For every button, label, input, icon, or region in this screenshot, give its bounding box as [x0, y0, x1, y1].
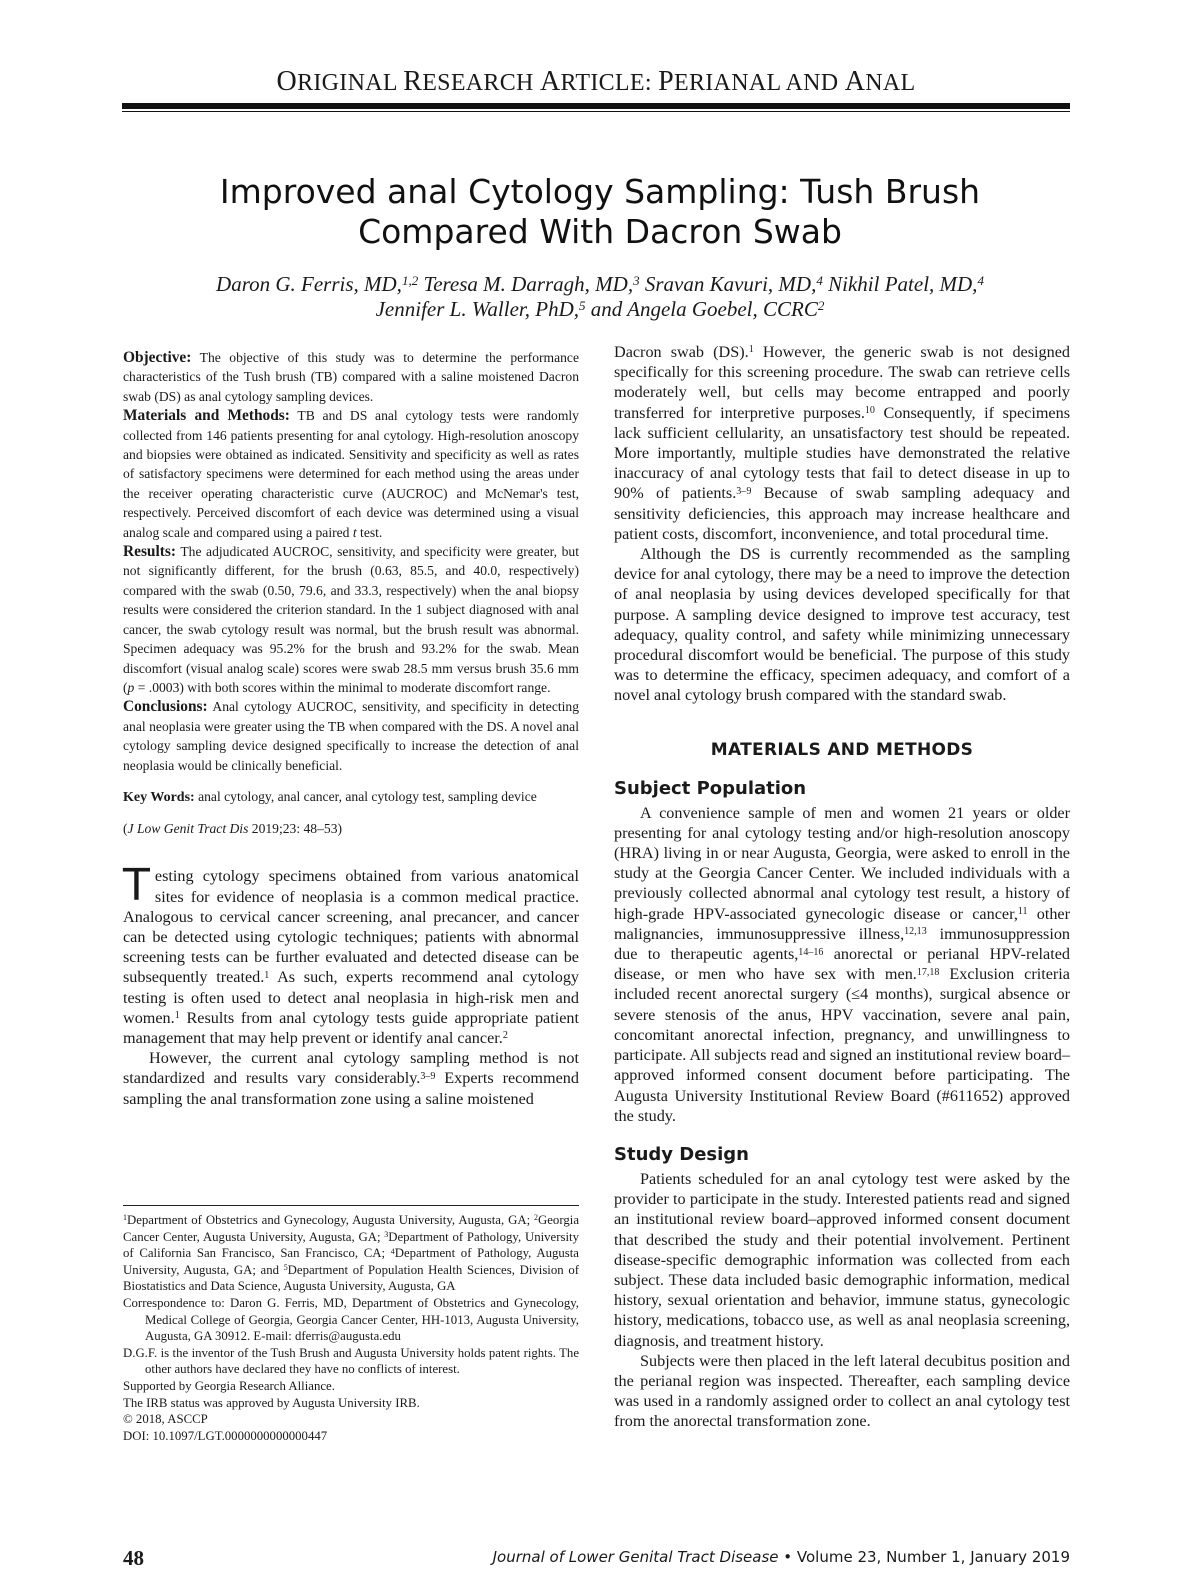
- study-design-paragraph-1: Patients scheduled for an anal cytology test were asked by the provider to participate in the study. Interested patients read and signed an institutional review board–approved informed consent document that described the study and their potential involvement. Pertinent disease-specific demographic information was collected from each subject. These data included basic demographic information, medical history, sexual orientation and behavior, immune status, gynecologic history, medications, tobacco use, as well as anal neoplasia screening, diagnosis, and treatment history.: [614, 1169, 1070, 1350]
- right-column: [614, 342, 1070, 1432]
- intro-paragraph-4: Although the DS is currently recommended as the sampling device for anal cytology, there may be a need to improve the detection of anal neoplasia by using devices developed specifically for that purpose. A sampling device designed to improve test accuracy, test adequacy, quality control, and safety while minimizing unnecessary procedural discomfort would be beneficial. The purpose of this study was to determine the efficacy, specimen adequacy, and comfort of a novel anal cytology brush compared with the standard swab.: [614, 545, 1070, 705]
- left-column: [123, 348, 579, 1109]
- study-design-paragraph-2: Subjects were then placed in the left lateral decubitus position and the perianal region was inspected. Thereafter, each sampling device was used in a randomly assigned order to collect an anal cytology test from the anorectal transformation zone.: [614, 1351, 1070, 1431]
- abstract-methods: Materials and Methods: TB and DS anal cytology tests were randomly collected from 146 patients presenting for anal cytology. High-resolution anoscopy and biopsies were obtained as indicated. Sensitivity and specificity as well as rates of satisfactory specimens were determined for each method using the areas under the receiver operating characteristic curve (AUCROC) and McNemar's test, respectively. Perceived discomfort of each device was determined using a visual analog scale and compared using a paired t test.: [123, 407, 579, 540]
- affiliations: $^1$Department of Obstetrics and Gynecology, Augusta University, Augusta, GA; $^2$Georgia Cancer Center, Augusta University, Augusta, GA; $^3$Department of Pathology, University of California San Francisco, San Francisco, CA; $^4$Department of Pathology, Augusta University, Augusta, GA; and $^5$Department of Population Health Sciences, Division of Biostatistics and Data Science, Augusta University, Augusta, GA: [123, 1213, 579, 1294]
- disclosure: D.G.F. is the inventor of the Tush Brush and Augusta University holds patent rights. The other authors have declared they have no conflicts of interest.: [123, 1345, 579, 1377]
- correspondence: Correspondence to: Daron G. Ferris, MD, Department of Obstetrics and Gynecology, Medical College of Georgia, Georgia Cancer Center, HH-1013, Augusta University, Augusta, GA 30912. E-mail: dferris@augusta.edu: [123, 1295, 579, 1344]
- abstract-conclusions: Conclusions: Anal cytology AUCROC, sensitivity, and specificity in detecting anal neoplasia were greater using the TB when compared with the DS. A novel anal cytology sampling device designed specifically to increase the detection of anal neoplasia would be clinically beneficial.: [123, 698, 579, 773]
- citation: (J Low Genit Tract Dis 2019;23: 48–53): [123, 821, 343, 837]
- footnotes: [123, 1205, 579, 1444]
- header-rule-thin: [122, 111, 1070, 112]
- author-list: Daron G. Ferris, MD,$^{1,2}$ Teresa M. Darragh, MD,$^3$ Sravan Kavuri, MD,$^4$ Nikhil Patel, MD,$^4$ Jennifer L. Waller, PhD,$^5$ and Angela Goebel, CCRC$^2$: [216, 272, 984, 321]
- title-line-1: Improved anal Cytology Sampling: Tush Brush: [219, 172, 981, 211]
- abstract-objective: Objective: The objective of this study was to determine the performance characteristics of the Tush brush (TB) compared with a saline moistened Dacron swab (DS) as anal cytology sampling devices.: [123, 349, 579, 404]
- irb-status: The IRB status was approved by Augusta University IRB.: [123, 1395, 420, 1410]
- doi: DOI: 10.1097/LGT.0000000000000447: [123, 1428, 328, 1443]
- intro-paragraph-3: Dacron swab (DS).$^1$ However, the generic swab is not designed specifically for this screening procedure. The swab can retrieve cells moderately well, but cells may become entrapped and poorly transferred for interpretive purposes.$^{10}$ Consequently, if specimens lack sufficient cellularity, an unsatisfactory test should be repeated. More importantly, multiple studies have demonstrated the relative inaccuracy of anal cytology tests that fail to detect disease in up to 90% of patients.$^{3-9}$ Because of swab sampling adequacy and sensitivity deficiencies, this approach may increase healthcare and patient costs, discomfort, inconvenience, and total procedural time.: [614, 343, 1070, 543]
- keywords: Key Words: anal cytology, anal cancer, anal cytology test, sampling device: [123, 788, 537, 805]
- abstract-results: Results: The adjudicated AUCROC, sensitivity, and specificity were greater, but not significantly different, for the brush (0.63, 85.5, and 40.0, respectively) compared with the swab (0.50, 79.6, and 33.3, respectively) when the anal biopsy results were considered the criterion standard. In the 1 subject diagnosed with anal cancer, the swab cytology result was normal, but the brush result was abnormal. Specimen adequacy was 95.2% for the brush and 93.2% for the swab. Mean discomfort (visual analog scale) scores were swab 28.5 mm versus brush 35.6 mm (p = .0003) with both scores within the minimal to moderate discomfort range.: [123, 543, 579, 695]
- intro-paragraph-2: However, the current anal cytology sampling method is not standardized and results vary considerably.$^{3-9}$ Experts recommend sampling the anal transformation zone using a saline moistened: [123, 1049, 579, 1108]
- article-title: [150, 172, 1050, 252]
- subheading-subject-population: Subject Population: [614, 777, 807, 799]
- running-head: ORIGINAL RESEARCH ARTICLE: PERIANAL AND ANAL: [276, 66, 916, 97]
- funding: Supported by Georgia Research Alliance.: [123, 1378, 335, 1393]
- drop-cap: T: [123, 860, 150, 912]
- journal-footer: Journal of Lower Genital Tract Disease • Volume 23, Number 1, January 2019: [492, 1548, 1070, 1566]
- subheading-study-design: Study Design: [614, 1143, 749, 1165]
- header-rule-thick: [122, 103, 1070, 109]
- page-number: 48: [123, 1546, 144, 1570]
- copyright: © 2018, ASCCP: [123, 1412, 208, 1427]
- subject-population-paragraph: A convenience sample of men and women 21 years or older presenting for anal cytology testing and/or high-resolution anoscopy (HRA) living in or near Augusta, Georgia, were asked to enroll in the study at the Georgia Cancer Center. We included individuals with a previously collected abnormal anal cytology test result, a history of high-grade HPV-associated gynecologic disease or cancer,$^{11}$ other malignancies, immunosuppressive illness,$^{12,13}$ immunosuppression due to therapeutic agents,$^{14-16}$ anorectal or perianal HPV-related disease, or men who have sex with men.$^{17,18}$ Exclusion criteria included recent anorectal surgery (≤4 months), surgical absence or severe stenosis of the anus, HPV vaccination, severe anal pain, concomitant anorectal infection, pregnancy, and unwillingness to participate. All subjects read and signed an institutional review board–approved informed consent document before participating. The Augusta University Institutional Review Board (#611652) approved the study.: [614, 803, 1071, 1125]
- title-line-2: Compared With Dacron Swab: [358, 212, 842, 251]
- section-heading: MATERIALS AND METHODS: [710, 739, 974, 760]
- intro-paragraph-1: Testing cytology specimens obtained from various anatomical sites for evidence of neoplasia is a common medical practice. Analogous to cervical cancer screening, anal precancer, and cancer can be detected using cytologic techniques; patients with abnormal screening tests can be further evaluated and detected disease can be subsequently treated.$^1$ As such, experts recommend anal cytology testing is often used to detect anal neoplasia in high-risk men and women.$^1$ Results from anal cytology tests guide appropriate patient management that may help prevent or identify anal cancer.$^2$: [123, 860, 580, 1047]
